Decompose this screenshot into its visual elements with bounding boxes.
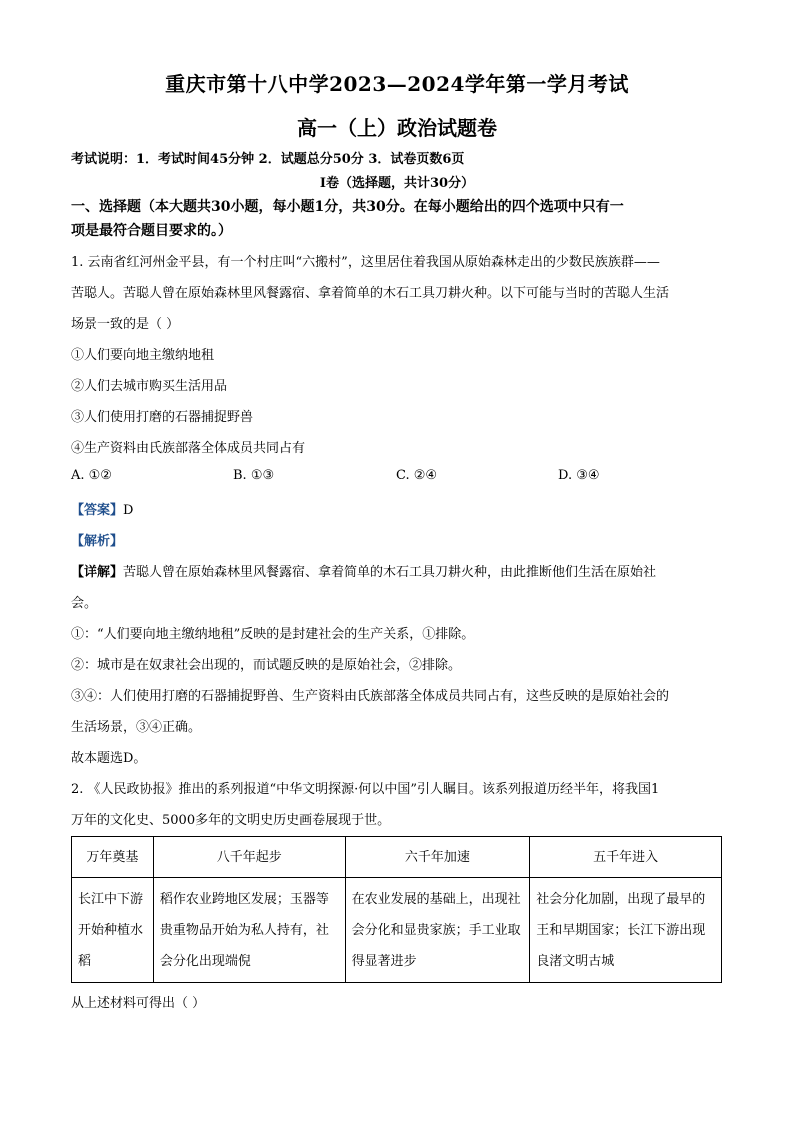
q1-stem-line-2: 苦聪人。苦聪人曾在原始森林里风餐露宿、拿着简单的木石工具刀耕火种。以下可能与当时的苦聪人生活: [71, 286, 670, 301]
table-cell: 社会分化加剧，出现了最早的王和早期国家；长江下游出现良渚文明古城: [530, 878, 722, 983]
section-intro-line-2: 项是最符合题目要求的。）: [71, 223, 232, 239]
analysis-label: 【解析】: [71, 534, 124, 549]
table-cell: 长江中下游开始种植水稻: [72, 878, 154, 983]
q2-stem-line-1: 2. 《人民政协报》推出的系列报道“中华文明探源·何以中国”引人瞩目。该系列报道历经半年，将我国1: [71, 782, 660, 797]
detail-label: 【详解】: [71, 565, 124, 580]
table-header-cell: 五千年进入: [530, 837, 722, 878]
exam-instructions: 考试说明：1．考试时间45分钟 2．试题总分50分 3．试卷页数6页: [71, 152, 465, 167]
q1-item-1: ①人们要向地主缴纳地租: [71, 348, 215, 363]
table-header-row: [72, 837, 722, 878]
q1-item-4: ④生产资料由氏族部落全体成员共同占有: [71, 441, 306, 456]
table-cell: 在农业发展的基础上，出现社会分化和显贵家族；手工业取得显著进步: [345, 878, 530, 983]
exam-title: 重庆市第十八中学2023—2024学年第一学月考试: [165, 72, 629, 96]
exam-subtitle: 高一（上）政治试题卷: [297, 116, 497, 140]
q1-conclusion: 故本题选D。: [71, 751, 147, 766]
q1-stem-line-1: 1. 云南省红河州金平县，有一个村庄叫“六搬村”，这里居住着我国从原始森林走出的少数民族族群——: [71, 255, 660, 270]
section-title: Ⅰ卷（选择题，共计30分）: [319, 176, 475, 191]
q1-item-2: ②人们去城市购买生活用品: [71, 379, 228, 394]
q2-followup: 从上述材料可得出（ ）: [71, 996, 206, 1011]
q1-stem-line-3: 场景一致的是（ ）: [71, 317, 180, 332]
q1-analysis: [71, 530, 123, 549]
answer-value: D: [123, 503, 134, 518]
table-cell: 稻作农业跨地区发展；玉器等贵重物品开始为私人持有，社会分化出现端倪: [153, 878, 345, 983]
q1-point-1: ①：“人们要向地主缴纳地租”反映的是封建社会的生产关系，①排除。: [71, 627, 475, 642]
q1-item-3: ③人们使用打磨的石器捕捉野兽: [71, 410, 254, 425]
civilization-table: [71, 836, 722, 983]
answer-label: 【答案】: [71, 503, 124, 518]
q1-option-d[interactable]: D. ③④: [558, 468, 600, 483]
table-header-cell: 八千年起步: [153, 837, 345, 878]
q2-stem-line-2: 万年的文化史、5000多年的文明史历史画卷展现于世。: [71, 813, 391, 828]
table-header-cell: 万年奠基: [72, 837, 154, 878]
q1-point-2: ②：城市是在奴隶社会出现的，而试题反映的是原始社会，②排除。: [71, 658, 462, 673]
q1-option-a[interactable]: A. ①②: [71, 468, 112, 483]
q1-option-c[interactable]: C. ②④: [396, 468, 438, 483]
q1-point-3a: ③④：人们使用打磨的石器捕捉野兽、生产资料由氏族部落全体成员共同占有，这些反映的是原始社会的: [71, 689, 670, 704]
q1-options: [71, 468, 731, 488]
q1-detail-line-2: 会。: [71, 596, 98, 611]
detail-text-1: 苦聪人曾在原始森林里风餐露宿、拿着简单的木石工具刀耕火种，由此推断他们生活在原始社: [123, 565, 657, 580]
q1-detail-line-1: [71, 561, 656, 580]
section-intro-line-1: 一、选择题（本大题共30小题，每小题1分，共30分。在每小题给出的四个选项中只有一: [71, 199, 624, 215]
table-row: [72, 878, 722, 983]
table-header-cell: 六千年加速: [345, 837, 530, 878]
q1-point-3b: 生活场景，③④正确。: [71, 720, 202, 735]
q1-answer: [71, 499, 133, 518]
q1-option-b[interactable]: B. ①③: [233, 468, 275, 483]
